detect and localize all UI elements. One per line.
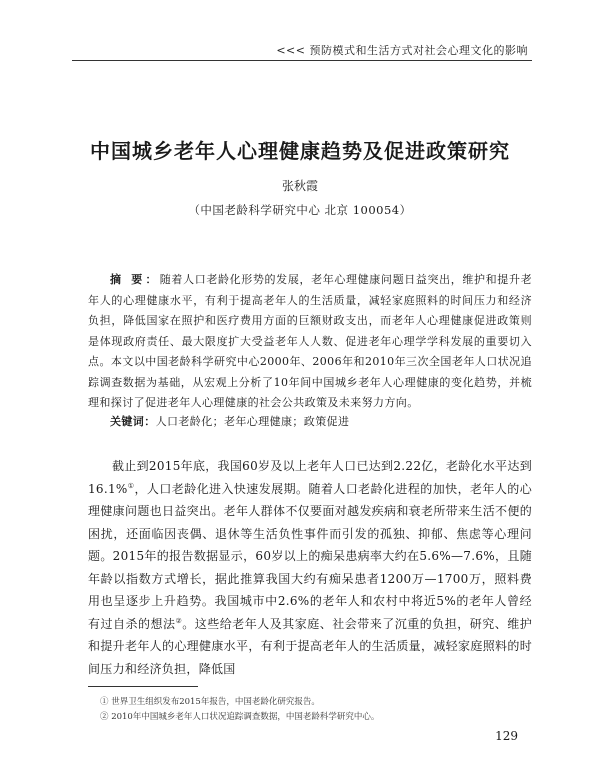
footnote-ref-2[interactable]: ② [175, 616, 183, 625]
footnote-ref-1[interactable]: ① [127, 481, 135, 490]
author: 张秋霞 [281, 179, 318, 193]
page-number: 129 [495, 729, 518, 743]
footnote-2: ② 2010年中国城乡老年人口状况追踪调查数据，中国老龄科学研究中心。 [100, 712, 380, 722]
keywords [88, 413, 532, 429]
affiliation: （中国老龄科学研究中心 北京 100054） [188, 203, 412, 217]
footnote-1: ① 世界卫生组织发布2015年报告，中国老龄化研究报告。 [100, 697, 320, 707]
running-header: <<< 预防模式和生活方式对社会心理文化的影响 [276, 44, 528, 57]
abstract-text: 随着人口老龄化形势的发展，老年心理健康问题日益突出，维护和提升老年人的心理健康水平，有利于提高老年人的生活质量，减轻家庭照料的时间压力和经济负担，降低国家在照护和医疗费用方面的巨额财政支出，而老年人心理健康促进政策则是体现政府责任、最大限度扩大受益老年人人数、促进老年心理学学科发展的重要切入点。本文以中国老龄科学研究中心2000年、2006年和2010年三次全国老年人口状况追踪调查数据为基础，从宏观上分析了10年间中国城乡老年人心理健康的变化趋势，并梳理和探讨了促进老年人心理健康的社会公共政策及未来努力方向。 [88, 273, 532, 409]
keywords-label: 关键词： [110, 415, 156, 428]
body-paragraph [88, 455, 532, 680]
body-text-start: 截止到2015年底，我国60岁及以上老年人口已达到2.22亿，老龄化水平达到16.1% [88, 459, 532, 496]
abstract [88, 270, 532, 414]
footnote-rule [88, 686, 198, 687]
page-title: 中国城乡老年人心理健康趋势及促进政策研究 [90, 139, 510, 163]
body-text-end: 。这些给老年人及其家庭、社会带来了沉重的负担，研究、维护和提升老年人的心理健康水平，有利于提高老年人的生活质量，减轻家庭照料的时间压力和经济负担，降低国 [88, 616, 532, 676]
keywords-text: 人口老龄化；老年心理健康；政策促进 [155, 415, 350, 428]
body-text-middle: ，人口老龄化进入快速发展期。随着人口老龄化进程的加快，老年人的心理健康问题也日益突出。老年人群体不仅要面对越发疾病和衰老所带来生活不便的困扰，还面临因丧偶、退休等生活负性事件而引发的孤独、抑郁、焦虑等心理问题。2015年的报告数据显示，60岁以上的痴呆患病率大约在5.6%—7.6%，且随年龄以指数方式增长，据此推算我国大约有痴呆患者1200万—1700万，照料费用也呈逐步上升趋势。我国城市中2.6%的老年人和农村中将近5%的老年人曾经有过自杀的想法 [88, 481, 533, 631]
abstract-label: 摘 要： [110, 273, 160, 286]
header-rule [72, 60, 532, 61]
